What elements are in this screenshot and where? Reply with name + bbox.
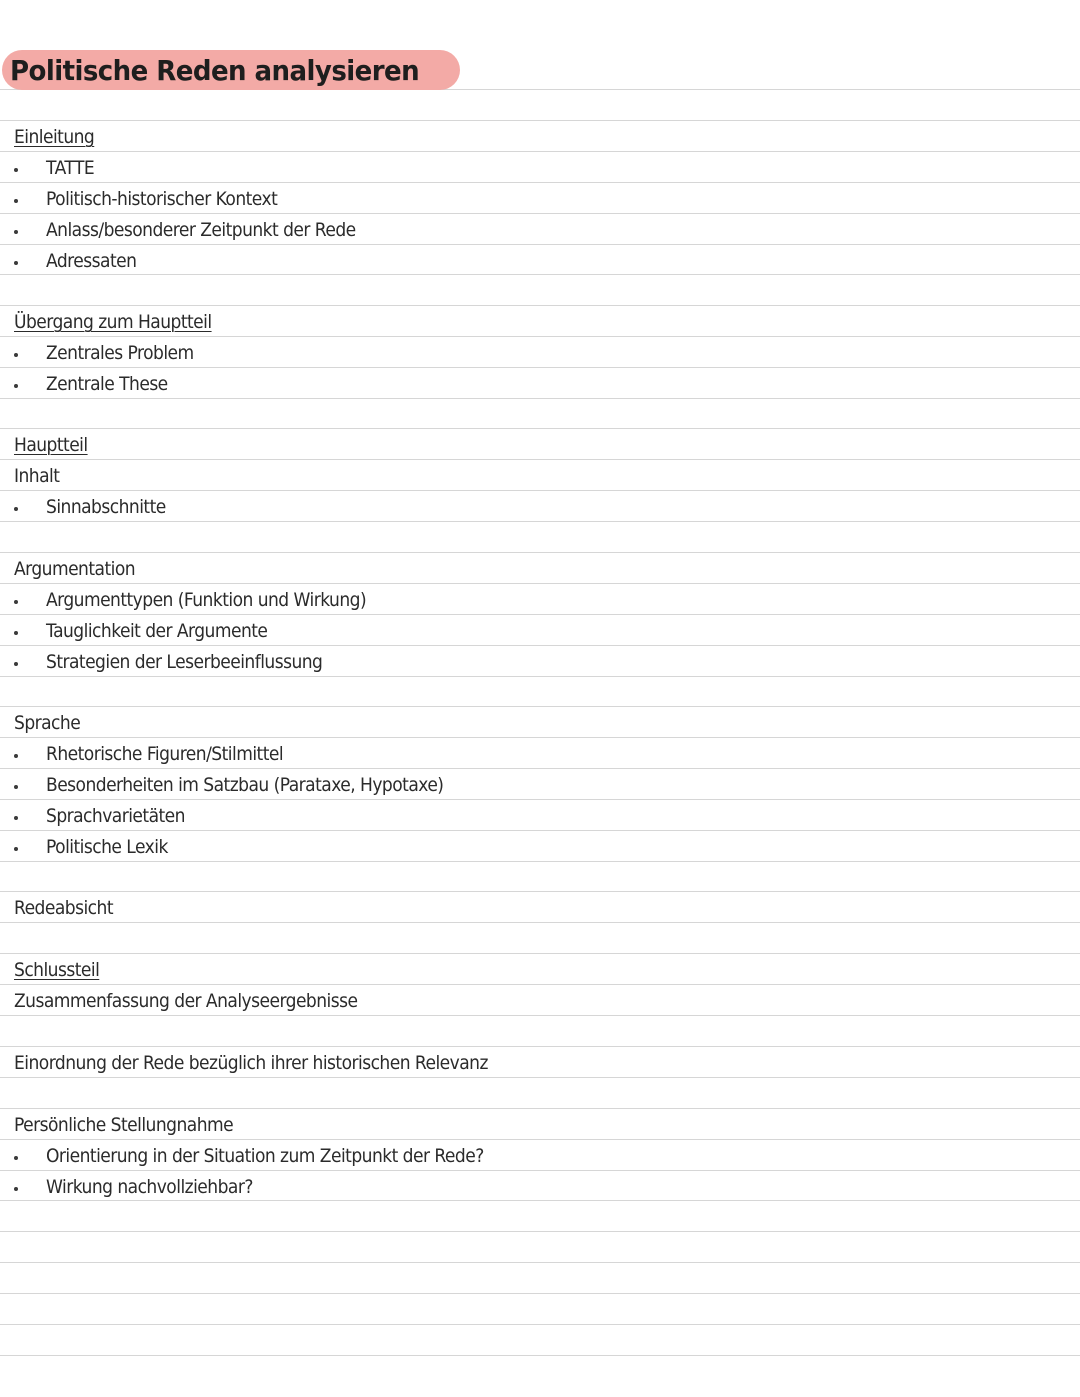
ruled-line	[0, 490, 1080, 491]
bullet-dot	[14, 1187, 18, 1191]
list-item: Besonderheiten im Satzbau (Parataxe, Hypotaxe)	[46, 774, 444, 796]
ruled-line	[0, 459, 1080, 460]
bullet-dot	[14, 353, 18, 357]
ruled-line	[0, 1355, 1080, 1356]
bullet-dot	[14, 384, 18, 388]
ruled-line	[0, 1077, 1080, 1078]
section-heading-einleitung: Einleitung	[14, 126, 95, 148]
section-heading-hauptteil: Hauptteil	[14, 434, 88, 456]
ruled-line	[0, 367, 1080, 368]
list-item: Sprachvarietäten	[46, 805, 185, 827]
ruled-line	[0, 706, 1080, 707]
list-item: Argumenttypen (Funktion und Wirkung)	[46, 589, 367, 611]
list-item: Zentrale These	[46, 373, 168, 395]
ruled-line	[0, 1015, 1080, 1016]
ruled-line	[0, 645, 1080, 646]
ruled-line	[0, 1046, 1080, 1047]
bullet-dot	[14, 847, 18, 851]
bullet-dot	[14, 507, 18, 511]
list-item: Strategien der Leserbeeinflussung	[46, 651, 323, 673]
ruled-line	[0, 552, 1080, 553]
title-highlight	[2, 50, 460, 90]
ruled-line	[0, 274, 1080, 275]
bullet-dot	[14, 230, 18, 234]
ruled-line	[0, 799, 1080, 800]
subheading-redeabsicht: Redeabsicht	[14, 897, 114, 919]
subheading-stellungnahme: Persönliche Stellungnahme	[14, 1114, 234, 1136]
ruled-line	[0, 428, 1080, 429]
ruled-line	[0, 953, 1080, 954]
list-item: Rhetorische Figuren/Stilmittel	[46, 743, 284, 765]
ruled-line	[0, 891, 1080, 892]
bullet-dot	[14, 754, 18, 758]
list-item: Sinnabschnitte	[46, 496, 166, 518]
bullet-dot	[14, 261, 18, 265]
ruled-line	[0, 1324, 1080, 1325]
list-item: TATTE	[46, 157, 95, 179]
ruled-line	[0, 614, 1080, 615]
bullet-dot	[14, 168, 18, 172]
ruled-line	[0, 182, 1080, 183]
ruled-line	[0, 1293, 1080, 1294]
list-item: Politisch-historischer Kontext	[46, 188, 278, 210]
ruled-line	[0, 521, 1080, 522]
bullet-dot	[14, 816, 18, 820]
list-item: Wirkung nachvollziehbar?	[46, 1176, 253, 1198]
ruled-line	[0, 1108, 1080, 1109]
ruled-line	[0, 305, 1080, 306]
ruled-line	[0, 861, 1080, 862]
list-item: Anlass/besonderer Zeitpunkt der Rede	[46, 219, 356, 241]
bullet-dot	[14, 662, 18, 666]
ruled-line	[0, 737, 1080, 738]
ruled-line	[0, 676, 1080, 677]
bullet-dot	[14, 1156, 18, 1160]
ruled-line	[0, 151, 1080, 152]
subheading-argumentation: Argumentation	[14, 558, 136, 580]
ruled-line	[0, 244, 1080, 245]
ruled-line	[0, 1200, 1080, 1201]
section-heading-schlussteil: Schlussteil	[14, 959, 100, 981]
schlussteil-line: Zusammenfassung der Analyseergebnisse	[14, 990, 358, 1012]
ruled-line	[0, 1139, 1080, 1140]
list-item: Orientierung in der Situation zum Zeitpunkt der Rede?	[46, 1145, 484, 1167]
list-item: Tauglichkeit der Argumente	[46, 620, 268, 642]
subheading-sprache: Sprache	[14, 712, 81, 734]
ruled-line	[0, 336, 1080, 337]
schlussteil-line: Einordnung der Rede bezüglich ihrer historischen Relevanz	[14, 1052, 488, 1074]
bullet-dot	[14, 600, 18, 604]
ruled-line	[0, 922, 1080, 923]
ruled-line	[0, 120, 1080, 121]
page-title: Politische Reden analysieren	[10, 53, 420, 87]
ruled-line	[0, 830, 1080, 831]
subheading-inhalt: Inhalt	[14, 465, 60, 487]
list-item: Zentrales Problem	[46, 342, 194, 364]
ruled-line	[0, 213, 1080, 214]
section-heading-uebergang: Übergang zum Hauptteil	[14, 311, 212, 333]
bullet-dot	[14, 199, 18, 203]
ruled-line	[0, 1170, 1080, 1171]
ruled-line	[0, 1231, 1080, 1232]
ruled-line	[0, 1262, 1080, 1263]
ruled-line	[0, 768, 1080, 769]
bullet-dot	[14, 631, 18, 635]
ruled-line	[0, 984, 1080, 985]
ruled-line	[0, 398, 1080, 399]
list-item: Politische Lexik	[46, 836, 168, 858]
bullet-dot	[14, 785, 18, 789]
list-item: Adressaten	[46, 250, 137, 272]
ruled-line	[0, 583, 1080, 584]
